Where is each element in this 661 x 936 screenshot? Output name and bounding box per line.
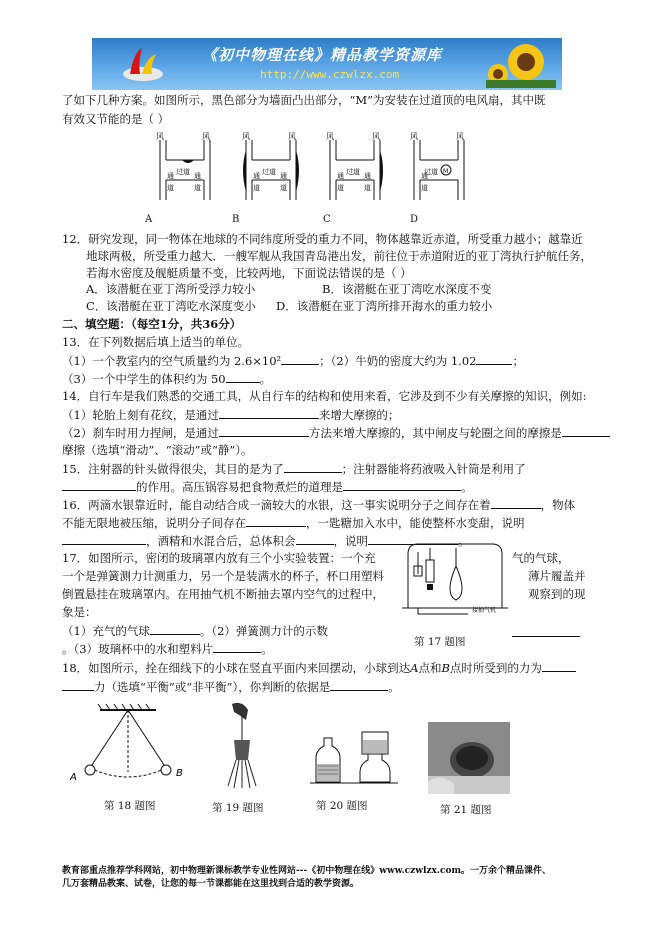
svg-text:风: 风	[156, 132, 164, 141]
q13-row1: （1）一个教室内的空气质量约为 2.6×10² ；（2）牛奶的密度大约为 1.02 ；	[62, 354, 524, 368]
q18-row1: 18．如图所示，拴在细线下的小球在竖直平面内来回摆动，小球到达A点和B点时所受到的力为	[62, 659, 576, 676]
fig21-caption: 第 21 题图	[440, 804, 492, 816]
q11-option-b: B	[232, 214, 240, 225]
q18-blank-2[interactable]	[62, 678, 94, 691]
q12-option-d: D．该潜艇在亚丁湾所排开海水的重力较小	[276, 299, 493, 313]
header-banner	[92, 38, 562, 90]
svg-text:通: 通	[280, 172, 287, 180]
q17-bell-jar-figure	[400, 540, 510, 618]
q17-line3b: 观察到的现	[528, 587, 586, 601]
q11-option-c: C	[323, 214, 331, 225]
footer-line2: 几万套精品教案、试卷，让您的每一节课都能在这里找到合适的教学资源。	[62, 879, 360, 889]
svg-text:通: 通	[167, 172, 174, 180]
q15-row2: 的作用。高压锅容易把食物煮烂的道理是 。	[62, 478, 473, 495]
q13-blank-2[interactable]	[476, 352, 512, 365]
q11-option-a: A	[145, 214, 153, 225]
q13-blank-3[interactable]	[226, 370, 260, 383]
q16-blank-1[interactable]	[491, 496, 541, 509]
q14-blank-1[interactable]	[219, 406, 319, 419]
q12-line1: 12．研究发现，同一物体在地球的不同纬度所受的重力不同，物体越靠近赤道，所受重力越小；越靠近	[62, 232, 583, 246]
q16-row3: ，酒精和水混合后，总体积会 ，说明 。	[62, 532, 470, 549]
q17-line4: 象是：	[62, 605, 97, 619]
svg-text:道: 道	[167, 184, 174, 192]
q14-blank-3[interactable]	[562, 424, 610, 437]
q12-option-c: C．该潜艇在亚丁湾吃水深度变小	[86, 299, 256, 313]
q15-blank-1[interactable]	[284, 460, 342, 473]
q16-blank-3[interactable]	[62, 532, 146, 545]
q17-blank-1[interactable]	[150, 622, 200, 635]
q11-option-d: D	[410, 214, 419, 225]
svg-text:过道: 过道	[424, 168, 438, 176]
q11-line1: 了如下几种方案。如图所示，黑色部分为墙面凸出部分，“M”为安装在过道顶的电风扇，其中既	[62, 93, 546, 107]
q17-line2a: 一个是弹簧测力计测重力，另一个是装满水的杯子，杯口用塑料	[62, 569, 384, 583]
svg-text:通: 通	[253, 172, 260, 180]
svg-text:B: B	[176, 768, 183, 779]
section-fill-in-heading: 二、填空题：（每空1分，共36分）	[62, 317, 242, 331]
q15-row1: 15．注射器的针头做得很尖，其目的是为了 ；注射器能将药液吸入针筒是利用了	[62, 462, 526, 476]
q11-line2: 有效又节能的是（ ）	[62, 112, 170, 126]
q12-line2: 地球两极，所受重力越大．一艘军舰从我国青岛港出发，前往位于赤道附近的亚丁湾执行护航任务，	[86, 249, 592, 263]
q17-line2b: 薄片履盖并	[528, 569, 586, 583]
q18-row2: 力（选填“平衡”或“非平衡”），你判断的依据是 。	[62, 678, 400, 695]
q14-blank-2[interactable]	[219, 424, 309, 437]
svg-text:风: 风	[288, 132, 296, 141]
fig18-caption: 第 18 题图	[104, 800, 156, 812]
fig20-caption: 第 20 题图	[316, 800, 368, 812]
q14-stem: 14．自行车是我们熟悉的交通工具，从自行车的结构和使用来看，它涉及到不少有关摩擦的知识，例如:	[62, 389, 587, 403]
q16-blank-2[interactable]	[246, 514, 306, 527]
q16-row2: 不能无限地被压缩，说明分子间存在 ，一匙糖加入水中，能使整杯水变甜，说明	[62, 516, 525, 530]
q12-line3: 若海水密度及舰艇质量不变，比较两地，下面说法错误的是（ ）	[86, 266, 412, 280]
fig19-caption: 第 19 题图	[212, 802, 264, 814]
banner-url[interactable]: http://www.czwlzx.com	[260, 68, 400, 81]
q17-line1b: 气的气球，	[512, 551, 570, 565]
q13-blank-1[interactable]	[281, 352, 319, 365]
q16-blank-4[interactable]	[296, 532, 334, 545]
q15-blank-2[interactable]	[62, 478, 136, 491]
q13-stem: 13．在下列数据后填上适当的单位。	[62, 335, 250, 349]
fig21-photo	[428, 722, 510, 794]
svg-text:M: M	[443, 168, 449, 175]
banner-title: 《初中物理在线》精品教学资源库	[202, 46, 443, 64]
sunflower-icon	[486, 40, 556, 88]
svg-text:道: 道	[421, 184, 428, 192]
svg-text:风: 风	[202, 132, 210, 141]
q14-row1: （1）轮胎上刻有花纹，是通过 来增大摩擦的；	[62, 408, 400, 422]
svg-text:通: 通	[364, 172, 371, 180]
svg-text:过道: 过道	[346, 168, 360, 176]
figure-c	[326, 132, 383, 200]
svg-text:通: 通	[421, 172, 428, 180]
svg-text:道: 道	[337, 184, 344, 192]
svg-text:道: 道	[280, 184, 287, 192]
svg-text:A: A	[70, 772, 77, 783]
q17-line3a: 倒置悬挂在玻璃罩内。在用抽气机不断抽去罩内空气的过程中，	[62, 587, 384, 601]
q12-option-a: A．该潜艇在亚丁湾所受浮力较小	[86, 282, 256, 296]
q17-row-items: （1）充气的气球 。（2）弹簧测力计的示数	[62, 624, 328, 638]
svg-text:道: 道	[364, 184, 371, 192]
q18-blank-3[interactable]	[330, 678, 388, 691]
q14-row2: （2）刹车时用力捏闸，是通过 方法来增大摩擦的，其中闸皮与轮圈之间的摩擦是	[62, 424, 610, 441]
q11-corridor-figures	[140, 130, 470, 208]
q13-row2: （3）一个中学生的体积约为 50 。	[62, 372, 272, 386]
q17-line1a: 17．如图所示，密闭的玻璃罩内放有三个小实验装置：一个充	[62, 551, 376, 565]
q17-blank-2[interactable]	[512, 624, 580, 637]
svg-text:风: 风	[242, 132, 250, 141]
svg-text:过道: 过道	[262, 168, 276, 176]
svg-text:通: 通	[194, 172, 201, 180]
svg-text:风: 风	[410, 132, 418, 141]
fig20-bottles	[310, 728, 398, 788]
figure-a	[156, 132, 210, 200]
fig17-caption: 第 17 题图	[414, 636, 466, 648]
svg-text:风: 风	[326, 132, 334, 141]
q18-blank-1[interactable]	[542, 659, 576, 672]
figure-d	[410, 132, 464, 200]
site-logo	[120, 44, 166, 84]
svg-text:道: 道	[253, 184, 260, 192]
svg-text:风: 风	[372, 132, 380, 141]
q14-row3: 摩擦（选填“滑动”、“滚动”或“静”）。	[62, 443, 253, 457]
svg-text:通: 通	[337, 172, 344, 180]
figure-b	[242, 132, 299, 200]
footer-line1: 教育部重点推荐学科网站，初中物理新课标教学专业性网站---《初中物理在线》www.czwlzx.com。一万余个精品课件、	[62, 866, 552, 876]
q12-option-b: B．该潜艇在亚丁湾吃水深度不变	[322, 282, 492, 296]
q17-blank-3[interactable]	[213, 640, 261, 653]
fig19-image	[212, 700, 272, 790]
q17-row-items2: 。（3）玻璃杯中的水和塑料片 。	[62, 642, 273, 656]
svg-text:过道: 过道	[176, 168, 190, 176]
svg-text:道: 道	[194, 184, 201, 192]
svg-text:风: 风	[456, 132, 464, 141]
pendulum-figure	[62, 702, 192, 790]
q16-row1: 16．两滴水银靠近时，能自动结合成一滴较大的水银，这一事实说明分子之间存在着 ，物体	[62, 498, 576, 512]
pump-label: 接抽气机	[472, 607, 497, 614]
q15-blank-3[interactable]	[343, 478, 461, 491]
